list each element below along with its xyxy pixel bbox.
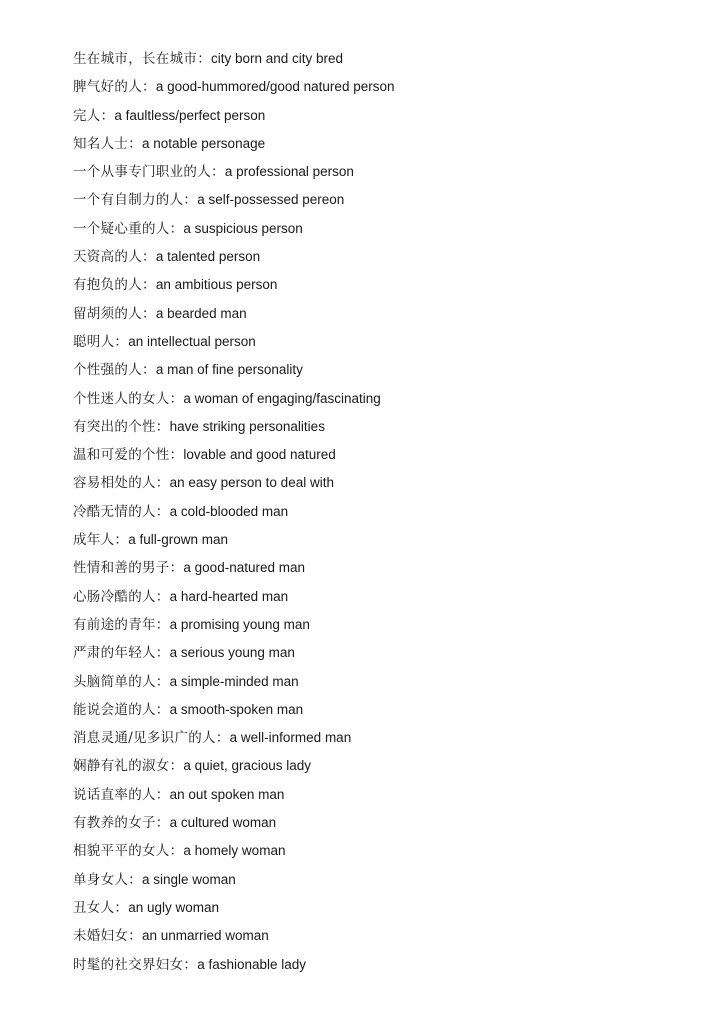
vocabulary-entry [73, 469, 394, 497]
vocabulary-entry [73, 271, 394, 299]
english-term: a simple-minded man [169, 673, 299, 689]
chinese-term: 有抱负的人： [73, 277, 156, 294]
vocabulary-entry [73, 130, 394, 158]
vocabulary-entry [73, 243, 394, 271]
english-term: a hard-hearted man [169, 588, 289, 604]
english-term: a woman of engaging/fascinating [183, 390, 381, 406]
english-term: a suspicious person [183, 220, 303, 236]
chinese-term: 有前途的青年： [73, 616, 170, 633]
english-term: a talented person [155, 249, 261, 265]
vocabulary-entry [73, 809, 394, 837]
chinese-term: 容易相处的人： [73, 475, 170, 492]
chinese-term: 成年人： [73, 532, 129, 549]
vocabulary-entry [73, 73, 394, 101]
english-term: an ugly woman [128, 899, 220, 915]
english-term: an intellectual person [128, 333, 256, 349]
chinese-term: 天资高的人： [73, 249, 156, 266]
chinese-term: 性情和善的男子： [73, 560, 184, 577]
english-term: a cultured woman [169, 815, 277, 831]
vocabulary-entry [73, 781, 394, 809]
chinese-term: 一个疑心重的人： [73, 220, 184, 237]
vocabulary-entry [73, 668, 394, 696]
chinese-term: 娴静有礼的淑女： [73, 758, 184, 775]
vocabulary-entry [73, 639, 394, 667]
english-term: a man of fine personality [155, 362, 303, 378]
vocabulary-entry [73, 611, 394, 639]
english-term: a bearded man [155, 305, 247, 321]
chinese-term: 温和可爱的个性： [73, 447, 184, 464]
english-term: an unmarried woman [142, 928, 269, 944]
english-term: an out spoken man [169, 786, 285, 802]
english-term: a homely woman [183, 843, 286, 859]
chinese-term: 消息灵通/见多识广的人： [73, 730, 230, 747]
english-term: a promising young man [169, 616, 310, 632]
chinese-term: 丑女人： [73, 899, 129, 916]
english-term: an easy person to deal with [169, 475, 334, 491]
chinese-term: 冷酷无情的人： [73, 503, 170, 520]
english-term: a serious young man [169, 645, 295, 661]
english-term: a good-natured man [183, 560, 305, 576]
chinese-term: 留胡须的人： [73, 305, 156, 322]
vocabulary-entry [73, 696, 394, 724]
chinese-term: 完人： [73, 107, 115, 124]
english-term: have striking personalities [169, 418, 325, 434]
vocabulary-entry [73, 724, 394, 752]
english-term: a quiet, gracious lady [183, 758, 311, 774]
vocabulary-entry [73, 922, 394, 950]
vocabulary-entry [73, 837, 394, 865]
chinese-term: 单身女人： [73, 871, 142, 888]
vocabulary-entry [73, 894, 394, 922]
english-term: a single woman [142, 871, 236, 887]
chinese-term: 知名人士： [73, 135, 142, 152]
chinese-term: 时髦的社交界妇女： [73, 956, 198, 973]
chinese-term: 一个从事专门职业的人： [73, 164, 225, 181]
chinese-term: 一个有自制力的人： [73, 192, 198, 209]
chinese-term: 头脑简单的人： [73, 673, 170, 690]
chinese-term: 生在城市，长在城市： [73, 51, 211, 67]
vocabulary-entry [73, 866, 394, 894]
vocabulary-entry [73, 102, 394, 130]
vocabulary-entry [73, 413, 394, 441]
vocabulary-entry [73, 554, 394, 582]
vocabulary-entry [73, 385, 394, 413]
chinese-term: 未婚妇女： [73, 928, 142, 945]
chinese-term: 个性强的人： [73, 362, 156, 379]
english-term: lovable and good natured [183, 447, 336, 463]
vocabulary-entry [73, 951, 394, 979]
chinese-term: 严肃的年轻人： [73, 645, 170, 662]
chinese-term: 聪明人： [73, 333, 129, 350]
vocabulary-entry [73, 45, 394, 73]
vocabulary-entry [73, 300, 394, 328]
chinese-term: 有突出的个性： [73, 418, 170, 435]
english-term: a faultless/perfect person [114, 107, 266, 123]
chinese-term: 说话直率的人： [73, 786, 170, 803]
chinese-term: 心肠冷酷的人： [73, 588, 170, 605]
english-term: a self-possessed pereon [197, 192, 345, 208]
vocabulary-entry [73, 356, 394, 384]
vocabulary-entry [73, 215, 394, 243]
english-term: a full-grown man [128, 532, 228, 548]
english-term: a notable personage [142, 135, 266, 151]
vocabulary-entry [73, 498, 394, 526]
english-term: a professional person [224, 164, 354, 180]
english-term: a cold-blooded man [169, 503, 289, 519]
vocabulary-entry [73, 752, 394, 780]
english-term: a well-informed man [229, 730, 352, 746]
chinese-term: 相貌平平的女人： [73, 843, 184, 860]
english-term: an ambitious person [155, 277, 278, 293]
english-term: a good-hummored/good natured person [155, 79, 395, 95]
chinese-term: 个性迷人的女人： [73, 390, 184, 407]
vocabulary-entry [73, 158, 394, 186]
chinese-term: 能说会道的人： [73, 701, 170, 718]
english-term: city born and city bred [211, 51, 344, 66]
vocabulary-entry [73, 328, 394, 356]
chinese-term: 脾气好的人： [73, 79, 156, 96]
english-term: a smooth-spoken man [169, 701, 304, 717]
vocabulary-entry [73, 441, 394, 469]
vocabulary-entry [73, 583, 394, 611]
chinese-term: 有教养的女子： [73, 815, 170, 832]
vocabulary-list [73, 45, 394, 979]
vocabulary-entry [73, 186, 394, 214]
english-term: a fashionable lady [197, 956, 307, 972]
vocabulary-entry [73, 526, 394, 554]
